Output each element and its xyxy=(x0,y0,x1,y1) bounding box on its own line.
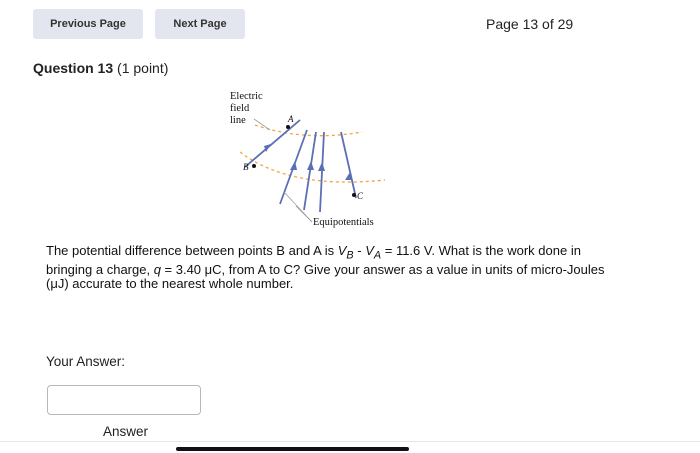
field-line-1 xyxy=(245,120,300,167)
field-line-leader xyxy=(254,119,270,130)
question-points: (1 point) xyxy=(117,60,169,76)
field-line-4 xyxy=(320,132,324,212)
point-a-label: A xyxy=(288,114,294,124)
point-a-dot xyxy=(286,125,290,129)
point-c-dot xyxy=(352,193,356,197)
previous-page-button[interactable]: Previous Page xyxy=(33,9,143,39)
page-counter: Page 13 of 29 xyxy=(486,16,574,32)
field-line-3 xyxy=(304,132,316,210)
field-arrow-4 xyxy=(318,162,325,171)
equipotential-curve-upper xyxy=(255,125,362,136)
answer-input[interactable] xyxy=(47,385,201,415)
divider xyxy=(0,441,700,442)
field-line-label-2: field xyxy=(230,103,250,114)
question-text: The potential difference between points B and A is $V_B - V_A = 11.6$ V. What is the work done in bringing a charge, q = 3.40 μC, from A to C? Give your answer as a value in units of micro-Joules (μJ) accurate to the nearest whole number. xyxy=(46,243,605,291)
next-page-button[interactable]: Next Page xyxy=(155,9,245,39)
field-line-label-3: line xyxy=(230,115,246,126)
electric-field-figure xyxy=(200,82,440,234)
field-line-5 xyxy=(341,132,356,198)
field-arrow-3 xyxy=(307,161,314,170)
answer-field-label: Answer xyxy=(103,424,149,439)
point-c-label: C xyxy=(357,191,364,201)
equipotential-leader-2 xyxy=(284,192,312,222)
home-indicator xyxy=(176,447,409,451)
point-b-label: B xyxy=(243,162,249,172)
your-answer-prompt: Your Answer: xyxy=(46,354,126,369)
question-title: Question 13 xyxy=(33,60,114,76)
field-line-label-1: Electric xyxy=(230,91,263,102)
equipotentials-label: Equipotentials xyxy=(313,217,374,228)
point-b-dot xyxy=(252,164,256,168)
question-header xyxy=(33,60,168,76)
